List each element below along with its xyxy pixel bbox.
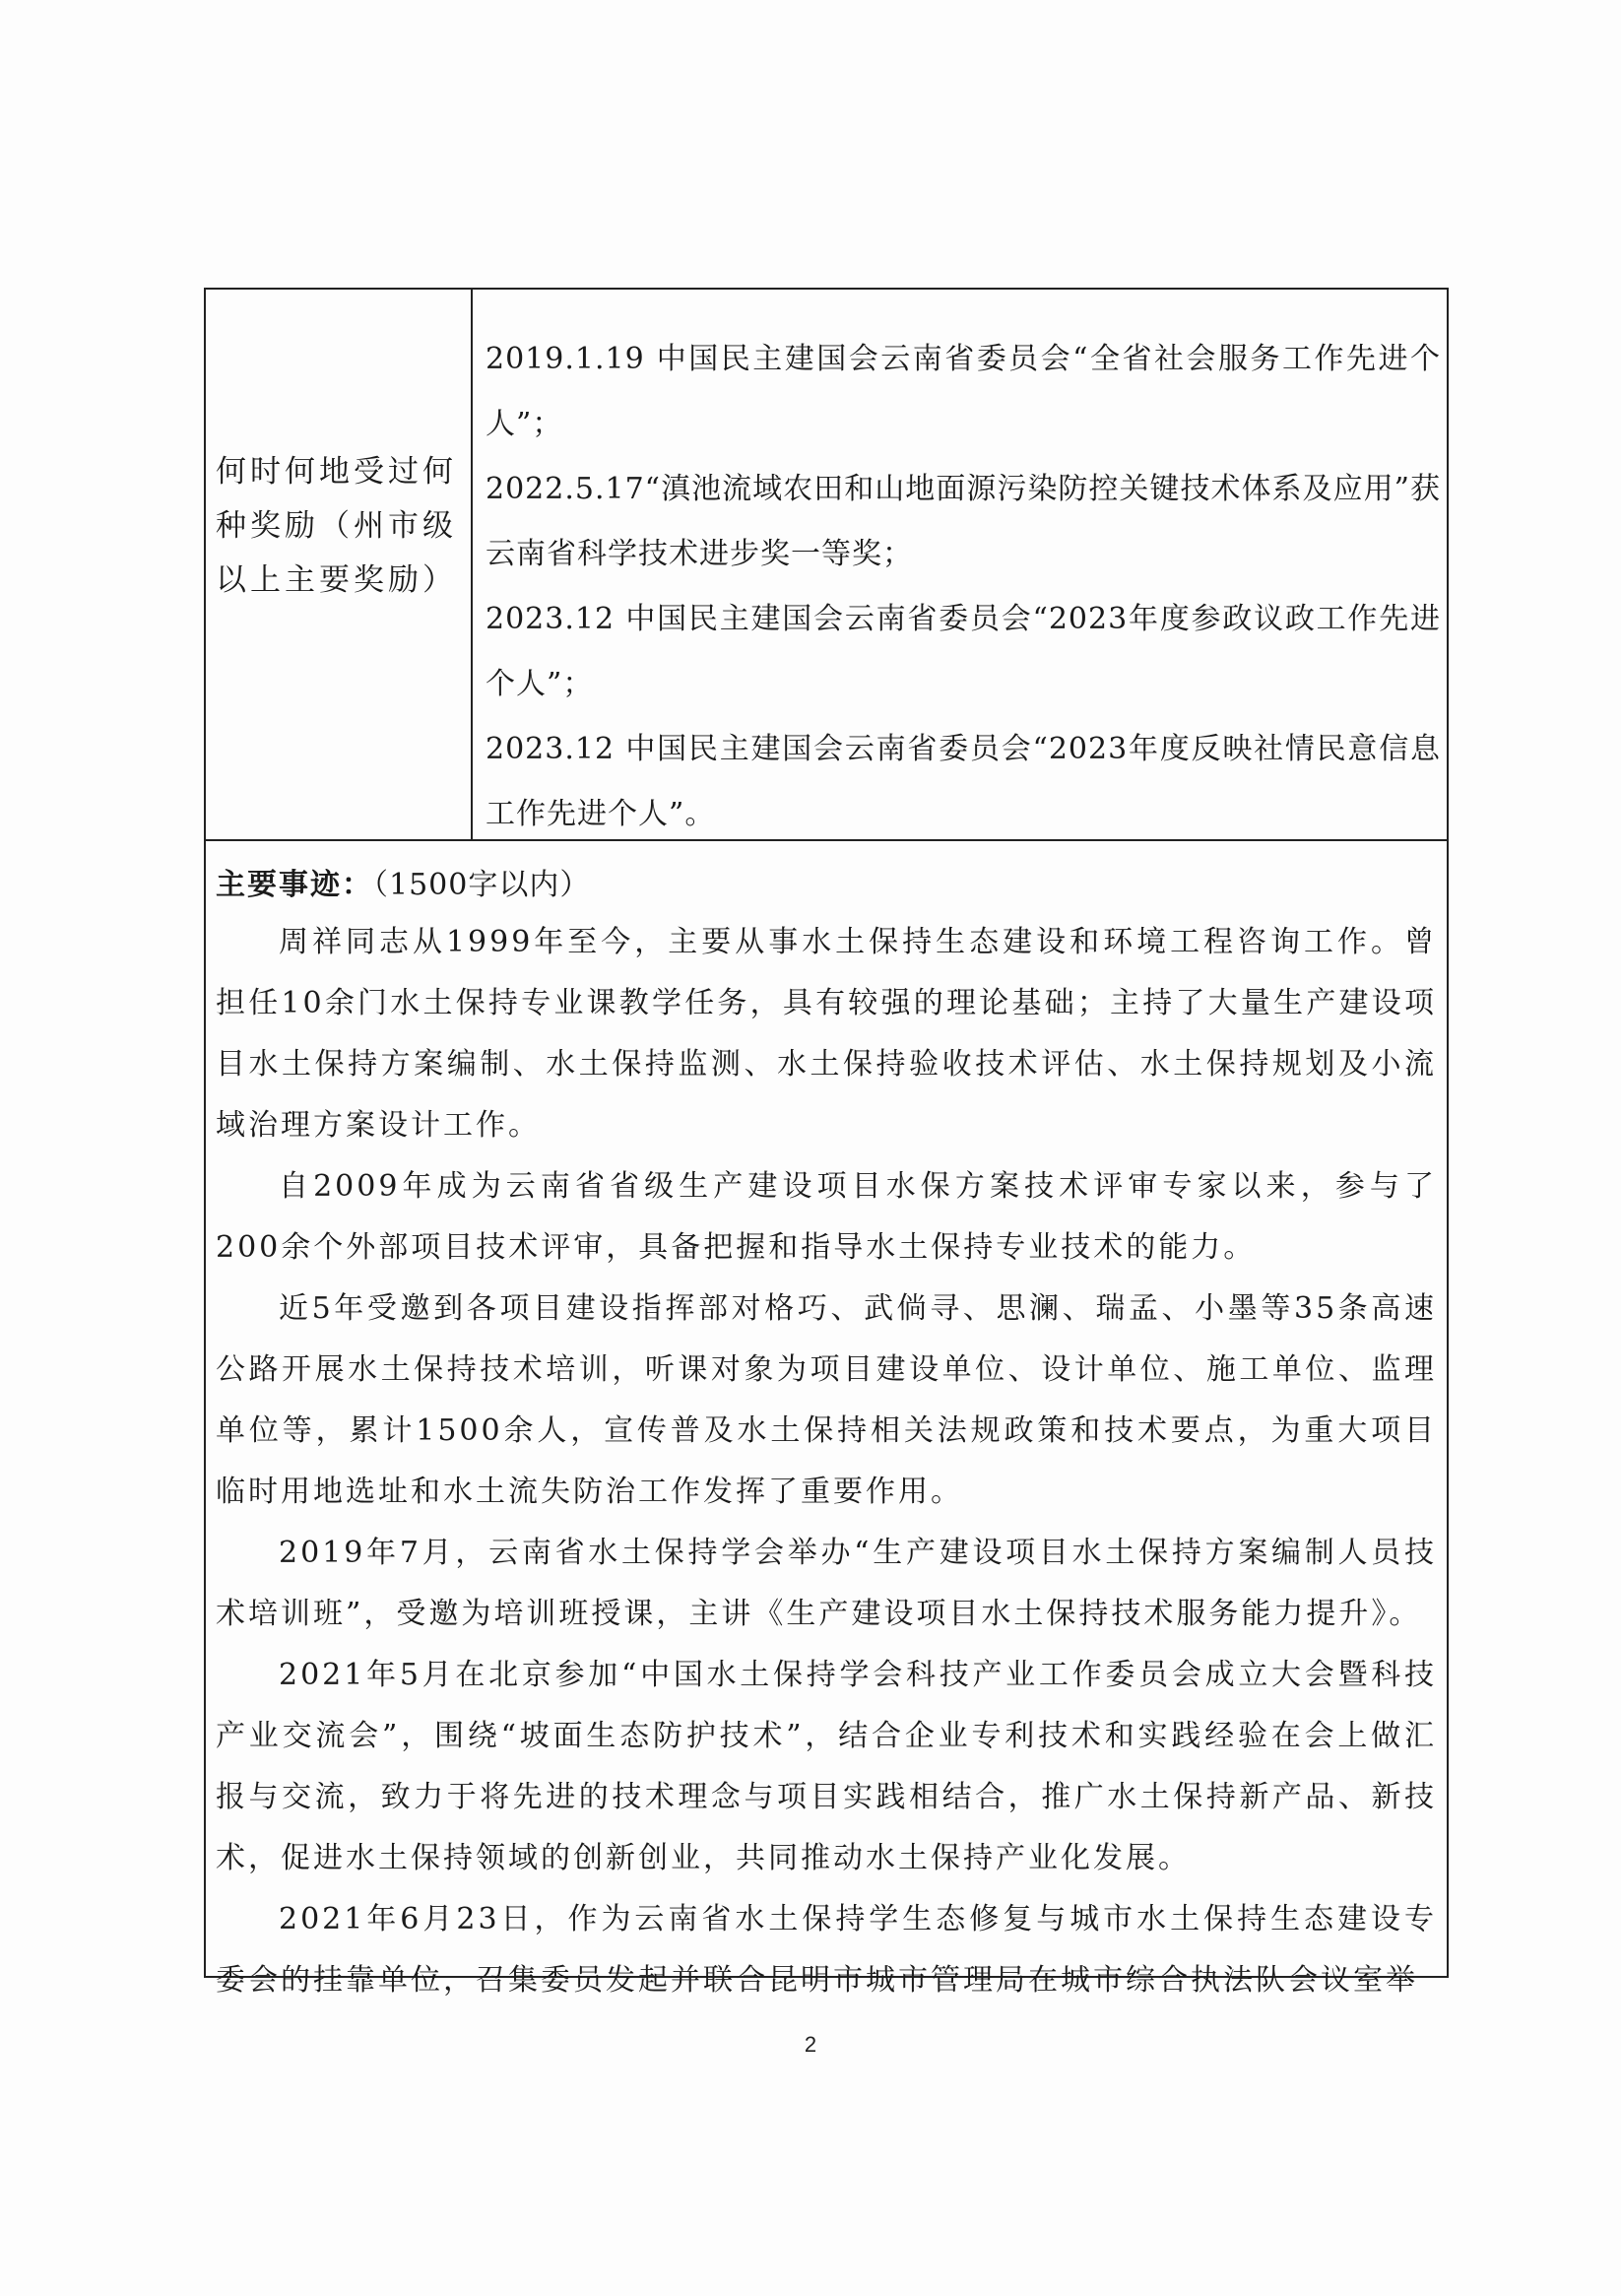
main-deeds-section <box>206 841 1447 1998</box>
deeds-word-limit-note: （1500字以内） <box>373 868 591 902</box>
deeds-paragraph: 自2009年成为云南省省级生产建设项目水保方案技术评审专家以来，参与了200余个外部项目技术评审，具备把握和指导水土保持专业技术的能力。 <box>216 1169 1437 1265</box>
award-item: 2023.12 中国民主建国会云南省委员会“2023年度反映社情民意信息工作先进个人”。 <box>486 732 1441 831</box>
page-number: 2 <box>804 2032 817 2057</box>
deeds-heading <box>216 861 590 910</box>
deeds-paragraph: 周祥同志从1999年至今，主要从事水土保持生态建设和环境工程咨询工作。曾担任10余门水土保持专业课教学任务，具有较强的理论基础；主持了大量生产建设项目水土保持方案编制、水土保持监测、水土保持验收技术评估、水土保持规划及小流域治理方案设计工作。 <box>216 925 1437 1143</box>
awards-content-cell <box>473 290 1447 839</box>
awards-label-cell <box>206 290 473 839</box>
deeds-paragraph: 2021年5月在北京参加“中国水土保持学会科技产业工作委员会成立大会暨科技产业交流会”，围绕“坡面生态防护技术”，结合企业专利技术和实践经验在会上做汇报与交流，致力于将先进的技术理念与项目实践相结合，推广水土保持新产品、新技术，促进水土保持领域的创新创业，共同推动水土保持产业化发展。 <box>216 1658 1437 1875</box>
awards-row <box>206 290 1447 841</box>
award-item: 2022.5.17“滇池流域农田和山地面源污染防控关键技术体系及应用”获云南省科学技术进步奖一等奖； <box>486 472 1441 571</box>
deeds-paragraph: 近5年受邀到各项目建设指挥部对格巧、武倘寻、思澜、瑞孟、小墨等35条高速公路开展水土保持技术培训，听课对象为项目建设单位、设计单位、施工单位、监理单位等，累计1500余人，宣传普及水土保持相关法规政策和技术要点，为重大项目临时用地选址和水土流失防治工作发挥了重要作用。 <box>216 1291 1437 1509</box>
application-form-table <box>204 288 1449 1998</box>
deeds-paragraph: 2019年7月，云南省水土保持学会举办“生产建设项目水土保持方案编制人员技术培训班”，受邀为培训班授课，主讲《生产建设项目水土保持技术服务能力提升》。 <box>216 1536 1437 1631</box>
deeds-paragraph: 2021年6月23日，作为云南省水土保持学生态修复与城市水土保持生态建设专委会的挂靠单位，召集委员发起并联合昆明市城市管理局在城市综合执法队会议室举 <box>216 1902 1437 1998</box>
award-item: 2019.1.19 中国民主建国会云南省委员会“全省社会服务工作先进个人”； <box>486 342 1441 441</box>
award-list <box>486 327 1441 847</box>
awards-label: 何时何地受过何种奖励（州市级以上主要奖励） <box>216 454 457 598</box>
deeds-body <box>216 912 1437 2011</box>
deeds-title: 主要事迹： <box>216 868 373 902</box>
award-item: 2023.12 中国民主建国会云南省委员会“2023年度参政议政工作先进个人”； <box>486 602 1441 701</box>
